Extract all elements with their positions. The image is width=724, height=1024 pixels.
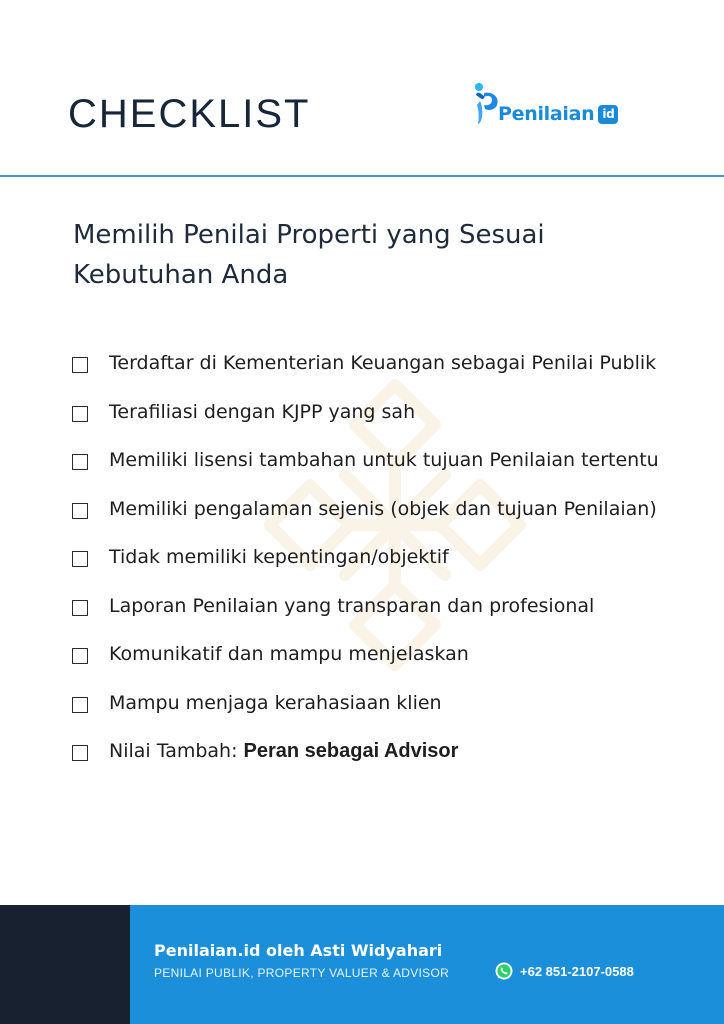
checklist-item-text bbox=[109, 740, 458, 763]
logo-wordmark bbox=[498, 103, 618, 125]
checkbox[interactable] bbox=[72, 454, 88, 470]
checkbox[interactable] bbox=[72, 503, 88, 519]
footer-dark-panel bbox=[0, 905, 130, 1024]
footer-contact[interactable] bbox=[494, 961, 634, 981]
footer-author-name: Penilaian.id oleh Asti Widyahari bbox=[154, 941, 443, 960]
checklist-item-text: Terafiliasi dengan KJPP yang sah bbox=[109, 400, 416, 423]
checklist-subtitle bbox=[73, 215, 633, 295]
checklist-item-text: Tidak memiliki kepentingan/objektif bbox=[109, 546, 449, 568]
checkbox[interactable] bbox=[72, 600, 88, 616]
checkbox[interactable] bbox=[72, 357, 88, 373]
penilaian-logo bbox=[470, 76, 618, 136]
checkbox[interactable] bbox=[72, 745, 88, 761]
checklist-item-text: Terdaftar di Kementerian Keuangan sebagai Penilai Publik bbox=[109, 352, 657, 374]
subtitle-line-1: Memilih Penilai Properti yang Sesuai bbox=[73, 220, 545, 250]
logo-badge: id bbox=[598, 105, 618, 124]
penilaian-logo-icon bbox=[470, 81, 504, 131]
checklist-item-text: Laporan Penilaian yang transparan dan profesional bbox=[109, 594, 595, 617]
checklist-item-text: Memiliki pengalaman sejenis (objek dan tujuan Penilaian) bbox=[109, 497, 657, 520]
footer-phone-number[interactable]: +62 851-2107-0588 bbox=[520, 963, 634, 979]
checklist-item-text: Mampu menjaga kerahasiaan klien bbox=[109, 691, 442, 714]
checklist-item-text: Komunikatif dan mampu menjelaskan bbox=[109, 643, 469, 665]
logo-name: Penilaian bbox=[498, 103, 595, 125]
checklist-item-prefix: Nilai Tambah: bbox=[109, 740, 244, 762]
checkbox[interactable] bbox=[72, 697, 88, 713]
page-title: CHECKLIST bbox=[68, 92, 311, 136]
header-divider bbox=[0, 175, 724, 177]
subtitle-line-2: Kebutuhan Anda bbox=[73, 260, 289, 290]
footer-author-role: PENILAI PUBLIK, PROPERTY VALUER & ADVISOR bbox=[154, 966, 450, 980]
checklist-item-emphasis: Peran sebagai Advisor bbox=[243, 740, 459, 762]
checkbox[interactable] bbox=[72, 648, 88, 664]
checklist-item-text: Memiliki lisensi tambahan untuk tujuan Penilaian tertentu bbox=[109, 449, 659, 471]
whatsapp-icon bbox=[494, 961, 514, 981]
checkbox[interactable] bbox=[72, 551, 88, 567]
footer-blue-panel bbox=[130, 905, 724, 1024]
checkbox[interactable] bbox=[72, 406, 88, 422]
